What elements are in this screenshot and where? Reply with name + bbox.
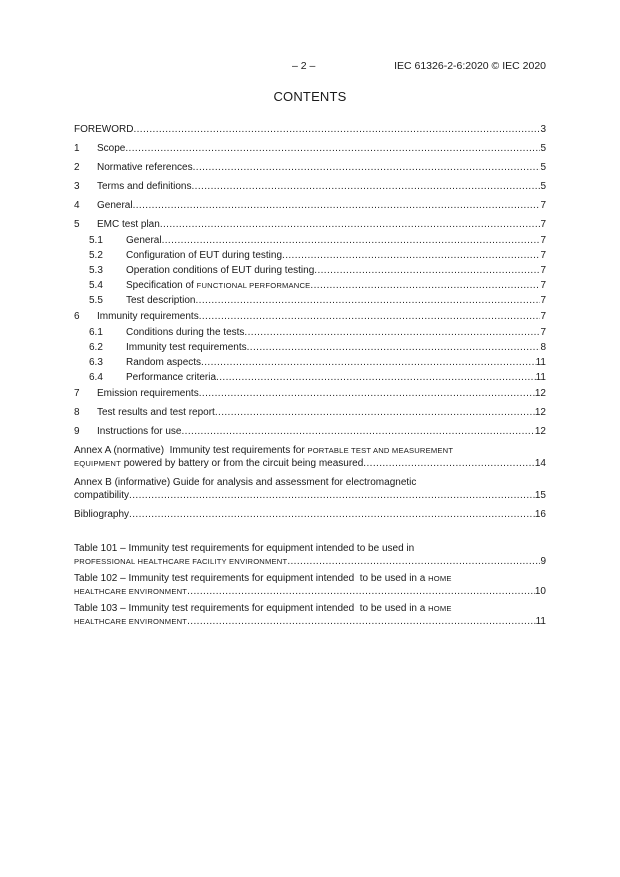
- table-of-contents: [74, 123, 546, 628]
- dot-leader: [162, 234, 541, 247]
- toc-page: 8: [540, 342, 546, 353]
- toc-title-text: Annex A (normative) Immunity test requirements for: [74, 445, 308, 456]
- toc-title: General: [97, 200, 133, 211]
- toc-number: 9: [74, 426, 80, 437]
- dot-leader: [187, 585, 535, 598]
- toc-number: 6: [74, 311, 80, 322]
- toc-entry-8[interactable]: [74, 406, 546, 419]
- toc-entry-7[interactable]: [74, 387, 546, 400]
- dot-leader: [282, 249, 540, 262]
- toc-title: Immunity requirements: [97, 311, 199, 322]
- dot-leader: [187, 615, 535, 628]
- toc-entry-3[interactable]: [74, 180, 546, 193]
- toc-number: 5.1: [89, 235, 103, 246]
- toc-entry-2[interactable]: [74, 161, 546, 174]
- toc-title: Scope: [97, 143, 126, 154]
- toc-page: 7: [540, 327, 546, 338]
- toc-title: compatibility: [74, 490, 130, 501]
- dot-leader: [133, 123, 540, 136]
- toc-page: 11: [535, 357, 546, 368]
- toc-entry-annex-b[interactable]: [74, 476, 546, 502]
- toc-page: 11: [535, 616, 546, 627]
- toc-page: 7: [540, 235, 546, 246]
- toc-title: Test results and test report: [97, 407, 215, 418]
- toc-number: 5.4: [89, 280, 103, 291]
- toc-title: Immunity test requirements: [126, 342, 247, 353]
- dot-leader: [193, 161, 541, 174]
- toc-page: 12: [534, 426, 546, 437]
- document-reference: IEC 61326-2-6:2020 © IEC 2020: [394, 60, 546, 72]
- toc-title-smallcaps: HOME: [428, 604, 452, 613]
- toc-page: 7: [540, 280, 546, 291]
- page-number: – 2 –: [292, 60, 316, 72]
- toc-number: 2: [74, 162, 80, 173]
- dot-leader: [133, 199, 541, 212]
- toc-title: Performance criteria: [126, 372, 217, 383]
- toc-page: 7: [540, 219, 546, 230]
- toc-number: 5.2: [89, 250, 103, 261]
- toc-title-text: Specification of: [126, 280, 197, 291]
- toc-entry-9[interactable]: [74, 425, 546, 438]
- toc-page: 7: [540, 250, 546, 261]
- toc-page: 10: [534, 586, 546, 597]
- toc-title: General: [126, 235, 162, 246]
- toc-title-line2: [74, 555, 546, 568]
- toc-page: 7: [540, 295, 546, 306]
- dot-leader: [247, 341, 541, 354]
- toc-number: 8: [74, 407, 80, 418]
- toc-title-smallcaps: EQUIPMENT: [74, 459, 121, 468]
- toc-number: 5.3: [89, 265, 103, 276]
- toc-title: Bibliography: [74, 509, 130, 520]
- toc-number: 3: [74, 181, 80, 192]
- toc-title-smallcaps: PORTABLE TEST AND MEASUREMENT: [307, 446, 454, 455]
- toc-number: 6.2: [89, 342, 103, 353]
- toc-entry-5-5[interactable]: [74, 294, 546, 307]
- toc-page: 9: [540, 556, 546, 567]
- toc-number: 6.1: [89, 327, 103, 338]
- toc-page: 11: [535, 372, 546, 383]
- toc-entry-1[interactable]: [74, 142, 546, 155]
- contents-title: CONTENTS: [273, 89, 347, 104]
- dot-leader: [310, 279, 540, 292]
- toc-entry-6-4[interactable]: [74, 371, 546, 384]
- toc-page: 15: [534, 490, 546, 501]
- toc-number: 4: [74, 200, 80, 211]
- toc-title: Conditions during the tests: [126, 327, 245, 338]
- toc-title-smallcaps: HEALTHCARE ENVIRONMENT: [74, 587, 188, 596]
- dot-leader: [244, 326, 540, 339]
- toc-title: Terms and definitions: [97, 181, 192, 192]
- toc-entry-annex-a[interactable]: [74, 444, 546, 470]
- toc-page: 3: [540, 124, 546, 135]
- dot-leader: [216, 371, 536, 384]
- toc-entry-bibliography[interactable]: [74, 508, 546, 521]
- toc-page: 5: [540, 181, 546, 192]
- toc-title-text: Table 102 – Immunity test requirements for equipment intended to be used in a: [74, 573, 429, 584]
- toc-entry-5-3[interactable]: [74, 264, 546, 277]
- toc-entry-6-2[interactable]: [74, 341, 546, 354]
- toc-title: [74, 457, 363, 470]
- toc-entry-5-1[interactable]: [74, 234, 546, 247]
- toc-entry-5[interactable]: [74, 218, 546, 231]
- toc-title-line2: [74, 457, 546, 470]
- toc-title-line1: [74, 444, 546, 457]
- toc-entry-6[interactable]: [74, 310, 546, 323]
- toc-title-line1: [74, 602, 546, 615]
- toc-title: FOREWORD: [74, 124, 134, 135]
- toc-title: EMC test plan: [97, 219, 160, 230]
- toc-title: Test description: [126, 295, 196, 306]
- toc-title-smallcaps: HEALTHCARE ENVIRONMENT: [74, 617, 188, 626]
- toc-page: 7: [540, 200, 546, 211]
- toc-entry-5-2[interactable]: [74, 249, 546, 262]
- toc-page: 7: [540, 311, 546, 322]
- toc-title: Instructions for use: [97, 426, 182, 437]
- toc-page: 12: [534, 407, 546, 418]
- toc-entry-5-4[interactable]: [74, 279, 546, 292]
- dot-leader: [195, 294, 540, 307]
- toc-title-text: Table 103 – Immunity test requirements for equipment intended to be used in a: [74, 603, 429, 614]
- toc-page: 5: [540, 162, 546, 173]
- toc-title-smallcaps: FUNCTIONAL PERFORMANCE: [196, 281, 311, 290]
- toc-entry-4[interactable]: [74, 199, 546, 212]
- dot-leader: [201, 356, 536, 369]
- toc-number: 5.5: [89, 295, 103, 306]
- toc-number: 1: [74, 143, 80, 154]
- dot-leader: [363, 457, 535, 470]
- toc-title-smallcaps: PROFESSIONAL HEALTHCARE FACILITY ENVIRONMENT: [74, 557, 288, 566]
- toc-number: 7: [74, 388, 80, 399]
- page-header: [0, 60, 620, 74]
- toc-title: Normative references: [97, 162, 193, 173]
- toc-title: Configuration of EUT during testing: [126, 250, 283, 261]
- toc-title-smallcaps: HOME: [428, 574, 452, 583]
- dot-leader: [129, 489, 535, 502]
- toc-title: Emission requirements: [97, 388, 199, 399]
- table-list-entry-102[interactable]: [74, 572, 546, 598]
- toc-page: 12: [534, 388, 546, 399]
- toc-number: 6.3: [89, 357, 103, 368]
- toc-title: Random aspects: [126, 357, 202, 368]
- toc-page: 7: [540, 265, 546, 276]
- dot-leader: [192, 180, 541, 193]
- dot-leader: [129, 508, 535, 521]
- toc-title-line2: [74, 585, 546, 598]
- toc-entry-6-1[interactable]: [74, 326, 546, 339]
- toc-title-line1: Table 101 – Immunity test requirements for equipment intended to be used in: [74, 543, 415, 554]
- toc-number: 6.4: [89, 372, 103, 383]
- toc-title-text: powered by battery or from the circuit being measured: [120, 458, 364, 469]
- toc-entry-foreword[interactable]: [74, 123, 546, 136]
- dot-leader: [181, 425, 534, 438]
- dot-leader: [125, 142, 540, 155]
- toc-title: [126, 279, 310, 292]
- toc-page: 14: [534, 458, 546, 469]
- dot-leader: [314, 264, 540, 277]
- dot-leader: [199, 310, 541, 323]
- dot-leader: [215, 406, 535, 419]
- dot-leader: [287, 555, 540, 568]
- toc-title-line1: Annex B (informative) Guide for analysis and assessment for electromagnetic: [74, 477, 417, 488]
- toc-title-line2: [74, 615, 546, 628]
- table-list-entry-101[interactable]: [74, 542, 546, 568]
- toc-page: 5: [540, 143, 546, 154]
- dot-leader: [199, 387, 535, 400]
- table-list-entry-103[interactable]: [74, 602, 546, 628]
- toc-title-line2: [74, 489, 546, 502]
- dot-leader: [160, 218, 541, 231]
- toc-number: 5: [74, 219, 80, 230]
- toc-title-line1: [74, 572, 546, 585]
- toc-entry-6-3[interactable]: [74, 356, 546, 369]
- toc-page: 16: [534, 509, 546, 520]
- toc-title: Operation conditions of EUT during testing: [126, 265, 315, 276]
